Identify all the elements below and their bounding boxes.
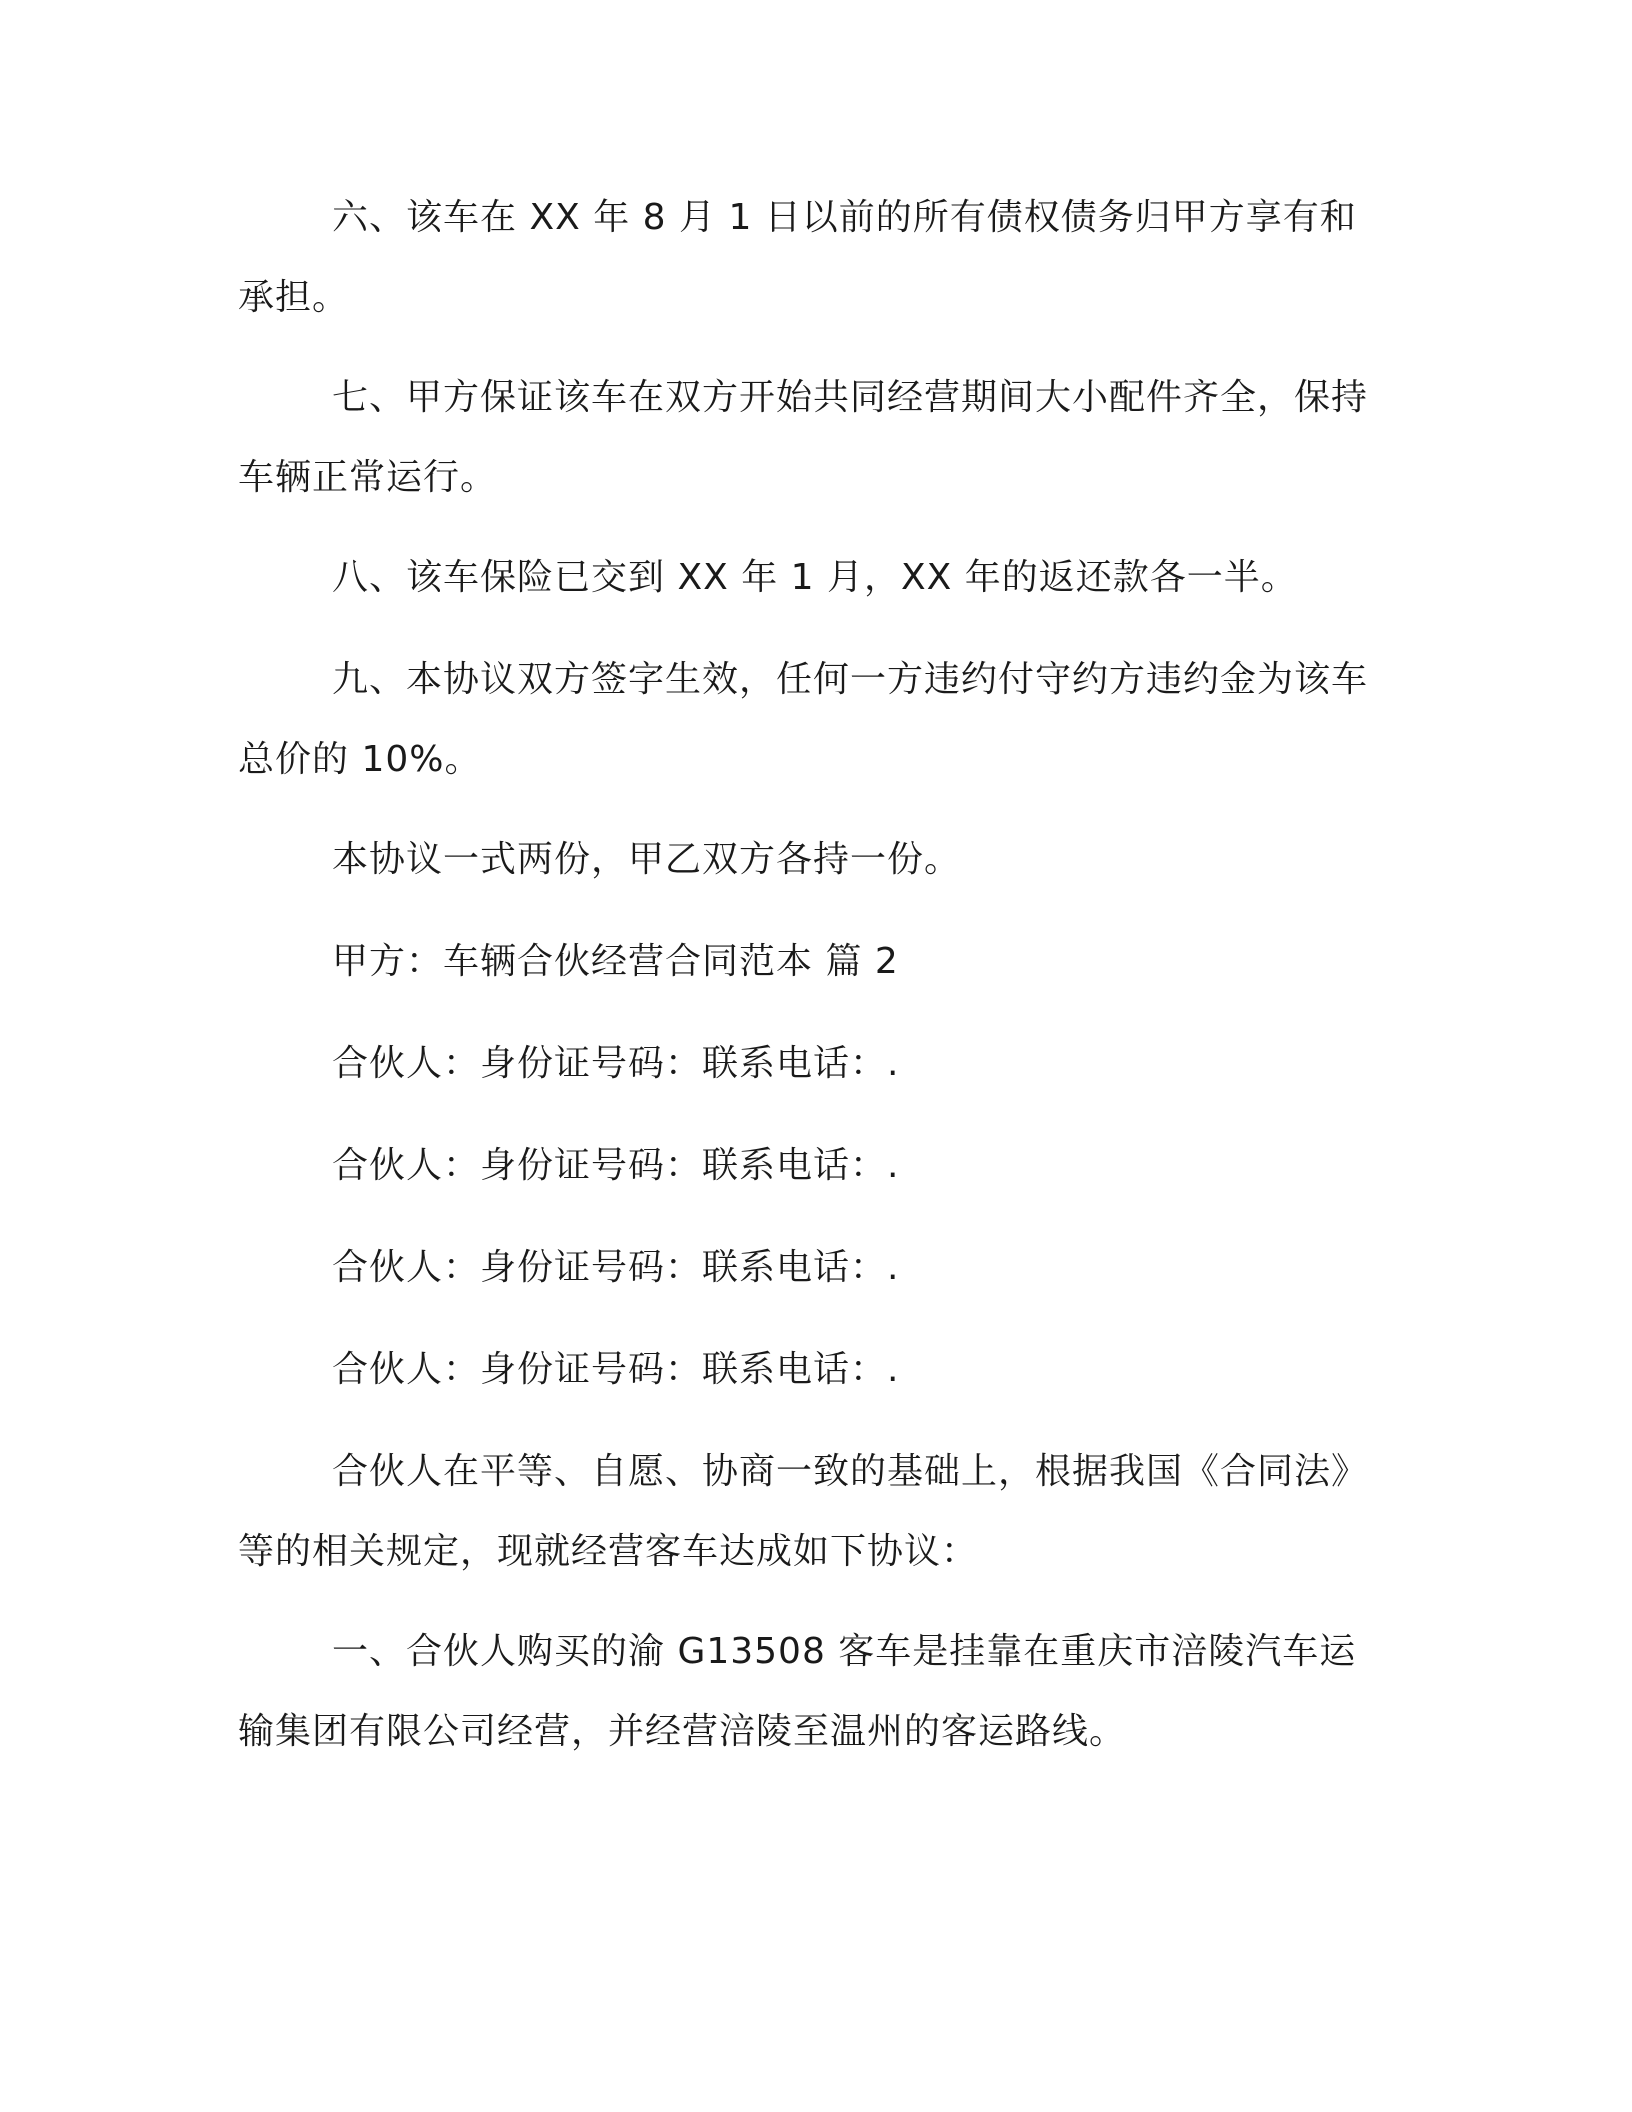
partner-line: 合伙人：身份证号码：联系电话：. (332, 1349, 900, 1390)
clause-7: 七、甲方保证该车在双方开始共同经营期间大小配件齐全，保持车辆正常运行。 (238, 377, 1369, 498)
clause-8: 八、该车保险已交到 XX 年 1 月，XX 年的返还款各一半。 (332, 557, 1298, 598)
clause-1: 一、合伙人购买的渝 G13508 客车是挂靠在重庆市涪陵汽车运输集团有限公司经营，并经营涪陵至温州的客运路线。 (238, 1631, 1357, 1752)
agreement-preamble: 合伙人在平等、自愿、协商一致的基础上，根据我国《合同法》等的相关规定，现就经营客车达成如下协议： (238, 1451, 1369, 1572)
clause-6: 六、该车在 XX 年 8 月 1 日以前的所有债权债务归甲方享有和承担。 (238, 197, 1357, 318)
party-a-heading: 甲方：车辆合伙经营合同范本 篇 2 (332, 941, 899, 982)
partner-line: 合伙人：身份证号码：联系电话：. (332, 1145, 900, 1186)
partner-line: 合伙人：身份证号码：联系电话：. (332, 1247, 900, 1288)
clause-9: 九、本协议双方签字生效，任何一方违约付守约方违约金为该车总价的 10%。 (238, 659, 1369, 780)
partner-line: 合伙人：身份证号码：联系电话：. (332, 1043, 900, 1084)
copies-statement: 本协议一式两份，甲乙双方各持一份。 (332, 839, 962, 880)
